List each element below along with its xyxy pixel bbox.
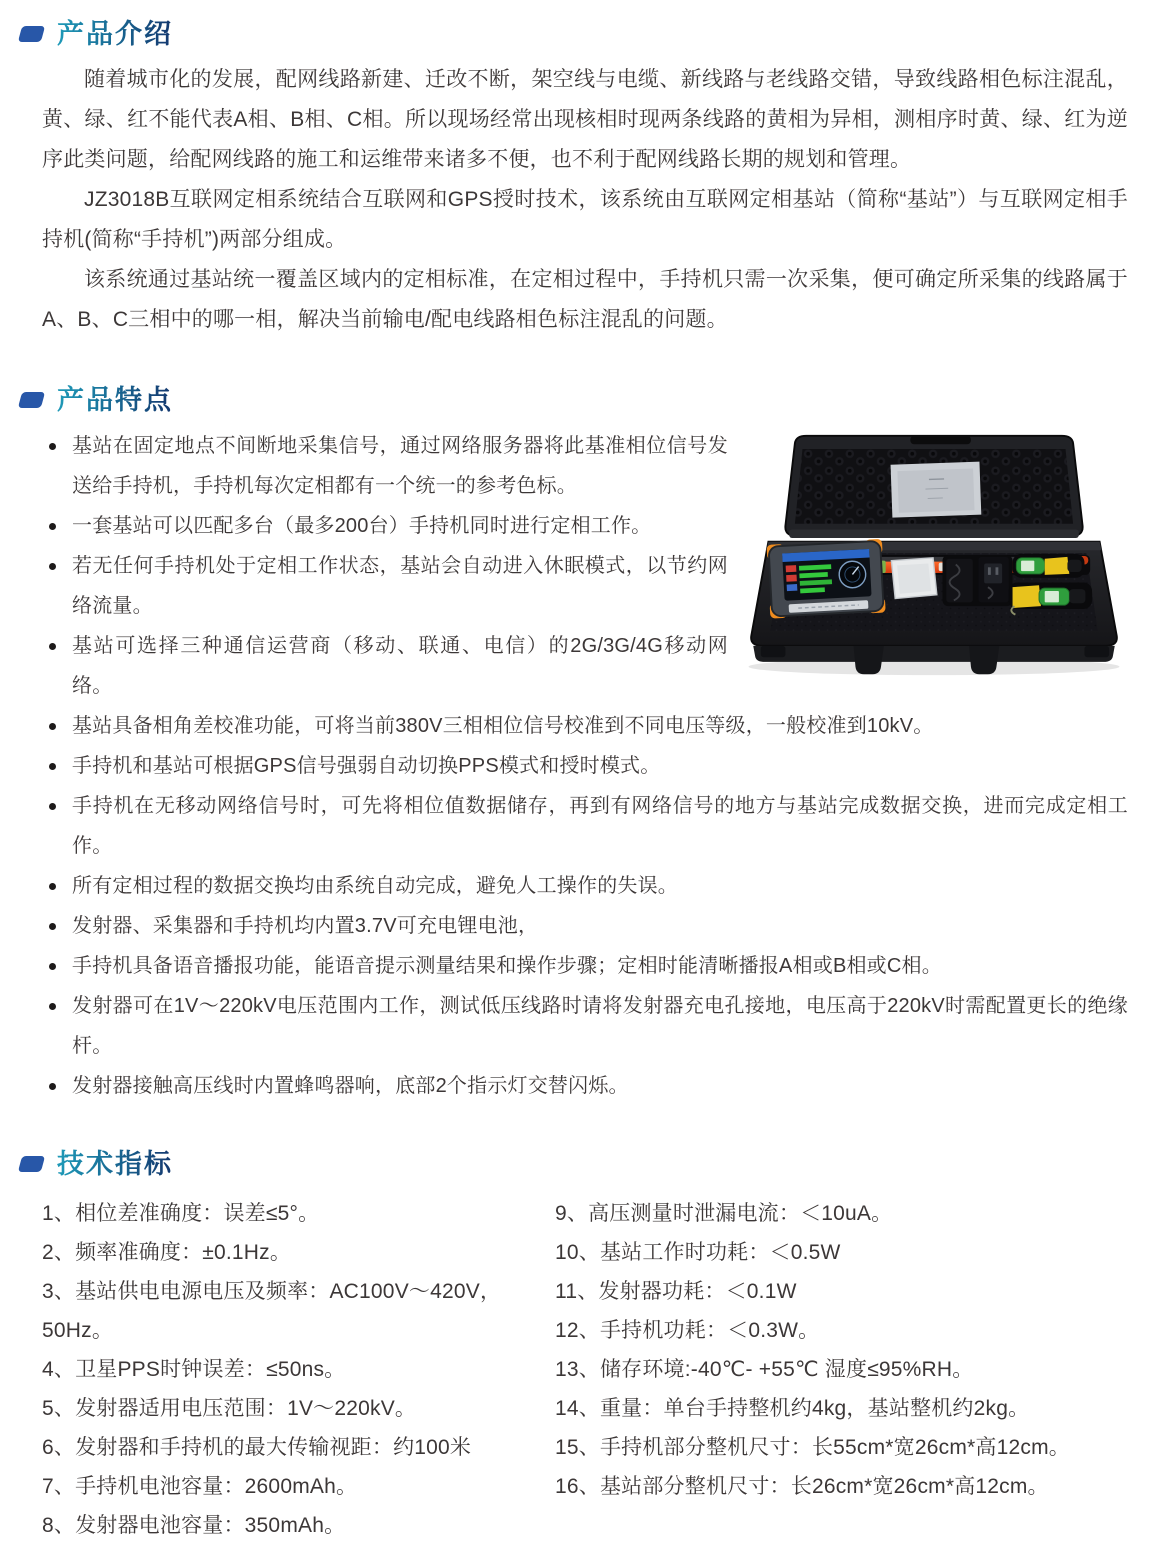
- features-header: [18, 380, 1128, 420]
- features-list: [42, 426, 1128, 1106]
- spec-item: 14、重量：单台手持整机约4kg，基站整机约2kg。: [555, 1397, 1030, 1420]
- feature-item: 基站在固定地点不间断地采集信号，通过网络服务器将此基准相位信号发送给手持机，手持机每次定相都有一个统一的参考色标。: [42, 426, 1128, 506]
- spec-item: 16、基站部分整机尺寸：长26cm*宽26cm*高12cm。: [555, 1475, 1049, 1498]
- spec-item: 5、发射器适用电压范围：1V～220kV。: [42, 1397, 417, 1420]
- specs-header: [18, 1144, 1128, 1184]
- spec-item: 10、基站工作时功耗：＜0.5W: [555, 1241, 841, 1264]
- intro-paragraph: 随着城市化的发展，配网线路新建、迁改不断，架空线与电缆、新线路与老线路交错，导致线路相色标注混乱，黄、绿、红不能代表A相、B相、C相。所以现场经常出现核相时现两条线路的黄相为异相，测相序时黄、绿、红为逆序此类问题，给配网线路的施工和运维带来诸多不便，也不利于配网线路长期的规划和管理。: [42, 68, 1128, 171]
- intro-title: 产品介绍: [57, 14, 173, 54]
- spec-item: 15、手持机部分整机尺寸：长55cm*宽26cm*高12cm。: [555, 1436, 1070, 1459]
- spec-item: 12、手持机功耗：＜0.3W。: [555, 1319, 820, 1342]
- section-specs: [18, 1144, 1128, 1545]
- spec-item: 3、基站供电电源电压及频率：AC100V～420V，50Hz。: [42, 1280, 502, 1342]
- feature-item: 发射器可在1V～220kV电压范围内工作，测试低压线路时请将发射器充电孔接地，电压高于220kV时需配置更长的绝缘杆。: [42, 986, 1128, 1066]
- feature-item: 手持机具备语音播报功能，能语音提示测量结果和操作步骤；定相时能清晰播报A相或B相或C相。: [42, 946, 1128, 986]
- feature-item: 基站可选择三种通信运营商（移动、联通、电信）的2G/3G/4G移动网络。: [42, 626, 1128, 706]
- spec-item: 11、发射器功耗：＜0.1W: [555, 1280, 797, 1303]
- feature-item: 若无任何手持机处于定相工作状态，基站会自动进入休眠模式，以节约网络流量。: [42, 546, 1128, 626]
- intro-header: [18, 14, 1128, 54]
- section-marker-icon: [18, 1156, 45, 1172]
- specs-title: 技术指标: [57, 1144, 173, 1184]
- spec-item: 2、频率准确度：±0.1Hz。: [42, 1241, 292, 1264]
- feature-item: 手持机和基站可根据GPS信号强弱自动切换PPS模式和授时模式。: [42, 746, 1128, 786]
- specs-right-column: [555, 1194, 1128, 1545]
- section-marker-icon: [18, 392, 45, 408]
- feature-item: 手持机在无移动网络信号时，可先将相位值数据储存，再到有网络信号的地方与基站完成数据交换，进而完成定相工作。: [42, 786, 1128, 866]
- feature-item: 发射器接触高压线时内置蜂鸣器响，底部2个指示灯交替闪烁。: [42, 1066, 1128, 1106]
- intro-paragraph: JZ3018B互联网定相系统结合互联网和GPS授时技术，该系统由互联网定相基站（简称“基站”）与互联网定相手持机(简称“手持机”)两部分组成。: [42, 188, 1128, 251]
- spec-item: 4、卫星PPS时钟误差：≤50ns。: [42, 1358, 346, 1381]
- feature-item: 所有定相过程的数据交换均由系统自动完成，避免人工操作的失误。: [42, 866, 1128, 906]
- spec-item: 9、高压测量时泄漏电流：＜10uA。: [555, 1202, 893, 1225]
- specs-left-column: [18, 1194, 555, 1545]
- spec-item: 6、发射器和手持机的最大传输视距：约100米: [42, 1436, 472, 1459]
- intro-body: [18, 60, 1128, 340]
- section-intro: [18, 14, 1128, 340]
- specs-body: [18, 1194, 1128, 1545]
- intro-paragraph: 该系统通过基站统一覆盖区域内的定相标准，在定相过程中，手持机只需一次采集，便可确定所采集的线路属于A、B、C三相中的哪一相，解决当前输电/配电线路相色标注混乱的问题。: [42, 268, 1128, 331]
- feature-item: 基站具备相角差校准功能，可将当前380V三相相位信号校准到不同电压等级，一般校准到10kV。: [42, 706, 1128, 746]
- feature-item: 一套基站可以匹配多台（最多200台）手持机同时进行定相工作。: [42, 506, 1128, 546]
- feature-item: 发射器、采集器和手持机均内置3.7V可充电锂电池，: [42, 906, 1128, 946]
- spec-item: 7、手持机电池容量：2600mAh。: [42, 1475, 358, 1498]
- section-marker-icon: [18, 26, 45, 42]
- spec-item: 13、储存环境:-40℃- +55℃ 湿度≤95%RH。: [555, 1358, 974, 1381]
- features-body: [18, 426, 1128, 1106]
- spec-item: 8、发射器电池容量：350mAh。: [42, 1514, 346, 1537]
- spec-item: 1、相位差准确度：误差≤5°。: [42, 1202, 320, 1225]
- features-title: 产品特点: [57, 380, 173, 420]
- section-features: [18, 380, 1128, 1106]
